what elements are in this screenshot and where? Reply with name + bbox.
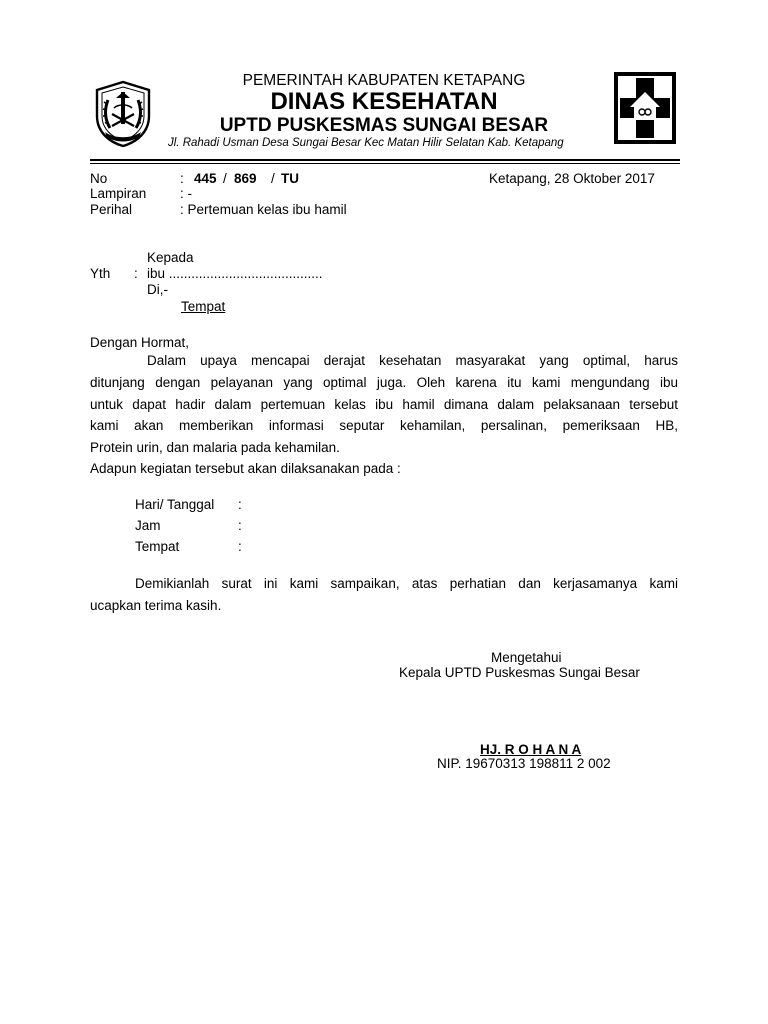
signature-position: Kepala UPTD Puskesmas Sungai Besar <box>399 665 640 680</box>
unit-title: UPTD PUSKESMAS SUNGAI BESAR <box>219 115 549 136</box>
signature-name: HJ. R O H A N A <box>480 742 582 757</box>
signature-acknowledged: Mengetahui <box>491 650 562 665</box>
number-value-c: TU <box>281 171 299 186</box>
recipient-place: Tempat <box>181 299 226 314</box>
place-date: Ketapang, 28 Oktober 2017 <box>489 171 655 186</box>
paragraph-line: untuk dapat hadir dalam pertemuan kelas ibu hamil dimana dalam pelaksanaan tersebut <box>90 396 678 412</box>
closing-line: Demikianlah surat ini kami sampaikan, atas perhatian dan kerjasamanya kami <box>135 576 678 591</box>
schedule-colon-time: : <box>238 518 242 533</box>
header-rule-thick <box>90 159 680 161</box>
recipient-kepada: Kepada <box>147 250 194 265</box>
greeting: Dengan Hormat, <box>90 335 190 350</box>
number-label: No <box>90 171 108 186</box>
schedule-label-date: Hari/ Tanggal <box>135 497 215 512</box>
paragraph-line: Protein urin, dan malaria pada kehamilan. <box>90 440 340 456</box>
recipient-di: Di,- <box>147 282 168 297</box>
number-value-b: 869 <box>234 171 257 186</box>
closing-paragraph <box>90 573 678 617</box>
paragraph-line: kami akan memberikan informasi seputar kehamilan, persalinan, pemeriksaan HB, <box>90 418 678 434</box>
number-colon: : <box>180 171 184 186</box>
recipient-yth: Yth <box>90 266 111 281</box>
paragraph-line: ditunjang dengan pelayanan yang optimal juga. Oleh karena itu kami mengundang ibu <box>90 374 678 390</box>
number-slash-2: / <box>271 171 275 186</box>
signature-nip: NIP. 19670313 198811 2 002 <box>437 756 611 771</box>
schedule-colon-date: : <box>238 497 242 512</box>
recipient-colon: : <box>134 266 138 281</box>
government-name: PEMERINTAH KABUPATEN KETAPANG <box>242 72 526 89</box>
agency-title: DINAS KESEHATAN <box>270 88 498 115</box>
subject-label: Perihal <box>90 202 133 217</box>
schedule-colon-place: : <box>238 539 242 554</box>
attachment-value: : - <box>180 186 192 201</box>
schedule-label-time: Jam <box>135 518 161 533</box>
attachment-label: Lampiran <box>90 186 147 201</box>
paragraph-line: Dalam upaya mencapai derajat kesehatan masyarakat yang optimal, harus <box>147 353 678 368</box>
number-slash-1: / <box>223 171 227 186</box>
number-value-a: 445 <box>194 171 217 186</box>
body-paragraph-2: Adapun kegiatan tersebut akan dilaksanakan pada : <box>90 461 401 476</box>
schedule-label-place: Tempat <box>135 539 180 554</box>
closing-line: ucapkan terima kasih. <box>90 597 222 613</box>
recipient-name: ibu ......................................... <box>147 266 323 281</box>
body-paragraph-1 <box>90 350 678 459</box>
subject-value: : Pertemuan kelas ibu hamil <box>180 202 347 217</box>
header-rule-thin <box>90 163 680 164</box>
office-address: Jl. Rahadi Usman Desa Sungai Besar Kec Matan Hilir Selatan Kab. Ketapang <box>168 137 564 149</box>
